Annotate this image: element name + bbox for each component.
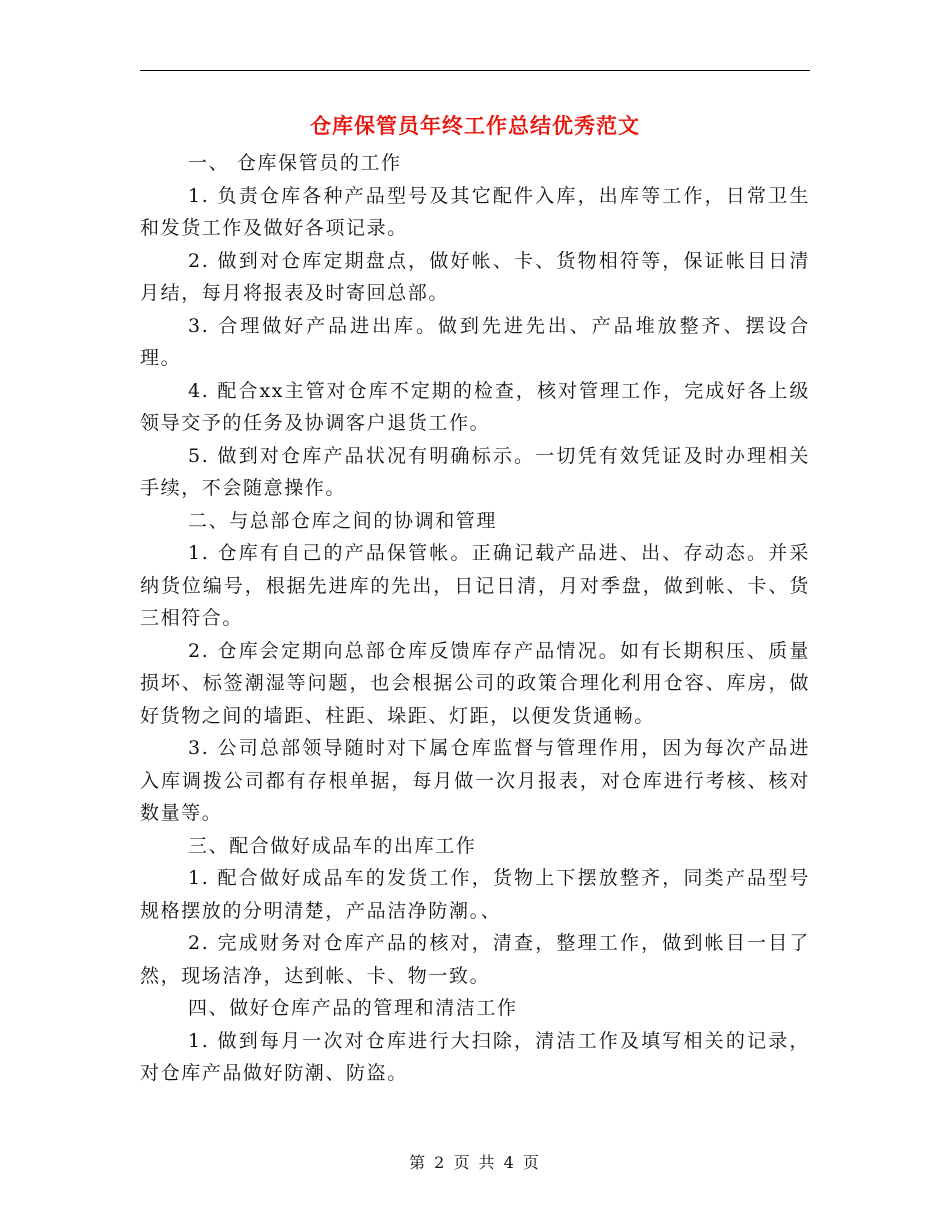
header-rule [140, 70, 810, 71]
body-paragraph: 2. 做到对仓库定期盘点，做好帐、卡、货物相符等，保证帐目日清月结，每月将报表及时寄回总部。 [140, 249, 810, 304]
body-paragraph: 5. 做到对仓库产品状况有明确标示。一切凭有效凭证及时办理相关手续，不会随意操作。 [140, 444, 810, 499]
body-paragraph: 1. 仓库有自己的产品保管帐。正确记载产品进、出、存动态。并采纳货位编号，根据先进库的先出，日记日清，月对季盘，做到帐、卡、货三相符合。 [140, 542, 810, 629]
body-paragraph: 3. 合理做好产品进出库。做到先进先出、产品堆放整齐、摆设合理。 [140, 314, 810, 369]
section-heading-4: 四、做好仓库产品的管理和清洁工作 [188, 997, 518, 1019]
section-heading-3: 三、配合做好成品车的出库工作 [188, 834, 477, 857]
body-paragraph: 1. 负责仓库各种产品型号及其它配件入库，出库等工作，日常卫生和发货工作及做好各项记录。 [140, 184, 810, 239]
page-number: 第 2 页 共 4 页 [409, 1153, 541, 1172]
body-paragraph: 4. 配合xx主管对仓库不定期的检查，核对管理工作，完成好各上级领导交予的任务及协调客户退货工作。 [140, 379, 810, 434]
body-paragraph: 2. 完成财务对仓库产品的核对，清查，整理工作，做到帐目一目了然，现场洁净，达到帐、卡、物一致。 [140, 932, 810, 987]
body-paragraph: 2. 仓库会定期向总部仓库反馈库存产品情况。如有长期积压、质量损坏、标签潮湿等问题，也会根据公司的政策合理化利用仓容、库房，做好货物之间的墙距、柱距、垛距、灯距，以便发货通畅。 [140, 639, 810, 727]
section-heading-1: 一、 仓库保管员的工作 [188, 152, 402, 174]
section-heading-2: 二、与总部仓库之间的协调和管理 [188, 509, 498, 532]
body-paragraph: 1. 做到每月一次对仓库进行大扫除，清洁工作及填写相关的记录，对仓库产品做好防潮、防盗。 [140, 1029, 810, 1084]
body-paragraph: 1. 配合做好成品车的发货工作，货物上下摆放整齐，同类产品型号规格摆放的分明清楚，产品洁净防潮。、 [140, 867, 810, 922]
document-body [140, 147, 810, 1090]
body-paragraph: 3. 公司总部领导随时对下属仓库监督与管理作用，因为每次产品进入库调拨公司都有存根单据，每月做一次月报表，对仓库进行考核、核对数量等。 [140, 737, 810, 824]
document-title: 仓库保管员年终工作总结优秀范文 [310, 113, 640, 138]
